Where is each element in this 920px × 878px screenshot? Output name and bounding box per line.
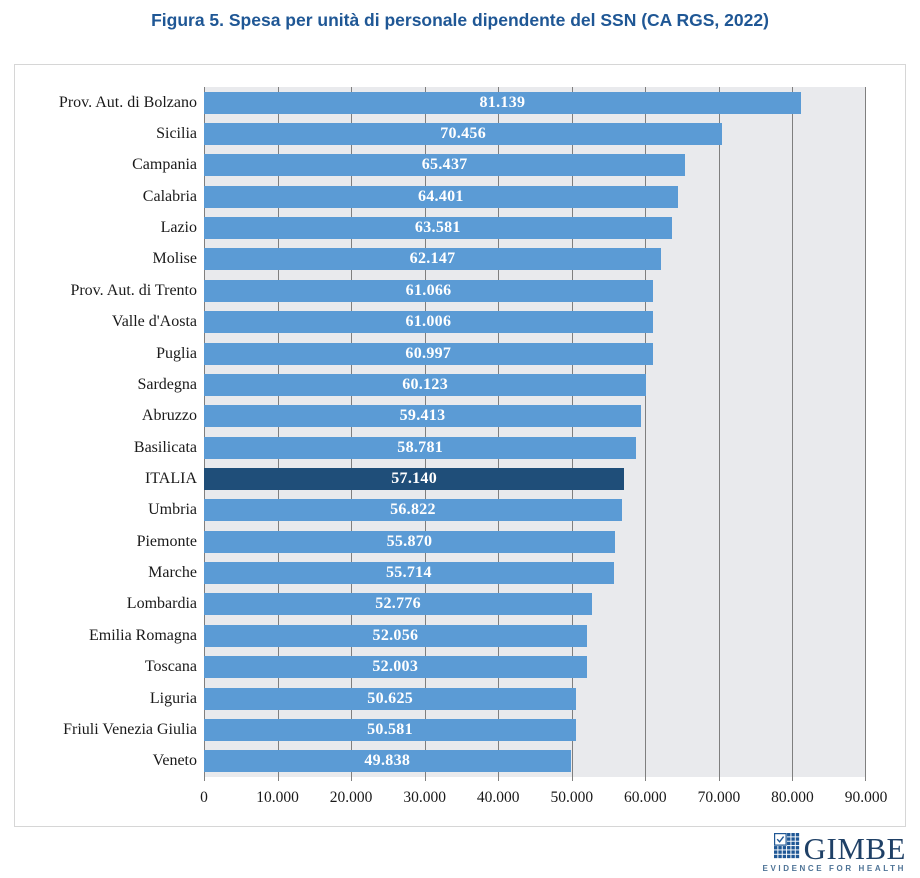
category-label-row [15,714,197,745]
category-label-row [15,620,197,651]
bar-row [204,683,866,714]
category-label-row [15,244,197,275]
category-label: Lombardia [126,595,197,613]
bar-value-label: 56.822 [390,501,436,519]
bar-row [204,87,866,118]
bar-value-label: 61.066 [405,281,452,299]
bar-row [204,244,866,275]
x-axis-tick-label: 40.000 [476,789,520,806]
category-label: Sardegna [137,375,197,393]
bar-row [204,369,866,400]
footer-logo [762,830,906,873]
gimbe-logo-word: GIMBE [803,830,906,866]
x-axis-tick-label: 80.000 [771,789,814,806]
bar [204,531,615,553]
bar-row [204,338,866,369]
axis-tickmark [645,777,646,781]
bar [204,343,653,365]
bar [204,374,646,396]
axis-tickmark [719,777,720,781]
axis-tickmark [572,777,573,781]
bar-value-label: 60.997 [405,344,452,362]
category-label: Puglia [156,344,197,362]
category-label-row [15,432,197,463]
category-label: Sicilia [156,125,197,143]
bar-row [204,746,866,777]
category-label-row [15,557,197,588]
bar [204,562,614,584]
bar-row [204,557,866,588]
category-label-row [15,495,197,526]
bar-value-label: 50.581 [367,720,413,738]
category-label: Liguria [149,689,197,707]
x-axis-tick-label: 50.000 [550,789,594,806]
category-label-row [15,338,197,369]
bar-series [204,87,866,777]
bar [204,154,685,176]
bar [204,750,571,772]
category-label-row [15,401,197,432]
category-label: Abruzzo [141,407,197,425]
bar [204,186,678,208]
bar-row [204,432,866,463]
bar-value-label: 65.437 [421,156,468,174]
category-label-row [15,683,197,714]
category-label-row [15,87,197,118]
bar-row [204,651,866,682]
bar-row [204,495,866,526]
category-label: Molise [152,250,197,268]
category-axis [15,87,204,777]
x-axis-tick-label: 60.000 [624,789,667,806]
axis-tickmark [865,777,866,781]
category-label: Toscana [144,658,197,676]
category-label: Prov. Aut. di Bolzano [58,93,197,111]
chart-area [14,64,906,827]
gimbe-logo [774,830,906,866]
bar-row [204,526,866,557]
bar [204,468,624,490]
category-label-row [15,181,197,212]
category-label-row [15,118,197,149]
bar-row [204,150,866,181]
bar [204,437,636,459]
x-axis-tick-label: 30.000 [403,789,446,806]
category-label: Lazio [160,219,197,237]
bar-value-label: 49.838 [364,752,411,770]
bar-row [204,181,866,212]
category-label: Marche [148,564,197,582]
category-label-row [15,463,197,494]
bar-value-label: 61.006 [405,313,452,331]
bar-value-label: 64.401 [417,187,464,205]
bar-row [204,212,866,243]
bar-value-label: 55.870 [386,532,433,550]
x-axis-tick-label: 20.000 [329,789,373,806]
gimbe-mosaic-check-icon [774,833,800,859]
axis-tickmark [792,777,793,781]
category-label-row [15,150,197,181]
category-label-row [15,212,197,243]
bar [204,217,672,239]
category-label: Friuli Venezia Giulia [63,720,197,738]
figure-title: Figura 5. Spesa per unità di personale dipendente del SSN (CA RGS, 2022) [151,10,769,30]
axis-tickmark [278,777,279,781]
category-label: Calabria [142,187,197,205]
bar [204,92,801,114]
x-axis-tick-label: 70.000 [697,789,741,806]
bar-row [204,118,866,149]
category-label-row [15,307,197,338]
bar-value-label: 50.625 [367,689,414,707]
bar [204,625,587,647]
bar-row [204,275,866,306]
bar [204,405,641,427]
bar-value-label: 63.581 [414,219,461,237]
category-label: Valle d'Aosta [111,313,197,331]
bar-value-label: 55.714 [385,564,432,582]
bar [204,311,653,333]
bar [204,248,661,270]
bar-row [204,714,866,745]
x-axis-tick-label: 90.000 [844,789,888,806]
value-axis [200,789,888,811]
bar-row [204,401,866,432]
bar [204,123,722,145]
bar-value-label: 52.776 [375,595,421,613]
axis-tickmark [498,777,499,781]
category-label-row [15,746,197,777]
bar-value-label: 60.123 [402,375,449,393]
bar-value-label: 52.003 [372,658,419,676]
category-label-row [15,589,197,620]
bar [204,280,653,302]
category-label-row [15,526,197,557]
category-label: Umbria [148,501,197,519]
bar-row [204,589,866,620]
category-label: Emilia Romagna [89,626,197,644]
axis-tickmark [204,777,205,781]
category-label: Basilicata [133,438,197,456]
x-axis-tick-label: 0 [200,789,208,806]
bar-value-label: 59.413 [399,407,446,425]
bar [204,688,576,710]
category-label: Prov. Aut. di Trento [70,281,197,299]
bar [204,593,592,615]
bar-value-label: 70.456 [440,125,487,143]
plot-area [204,87,866,777]
category-label-row [15,275,197,306]
bar-value-label: 58.781 [397,438,444,456]
bar-row [204,620,866,651]
bar-value-label: 57.140 [391,469,438,487]
bar [204,656,587,678]
category-label: Veneto [152,752,197,770]
bar [204,719,576,741]
category-label: Piemonte [136,532,197,550]
bar [204,499,622,521]
category-label-row [15,369,197,400]
category-label: Campania [132,156,197,174]
bar-value-label: 62.147 [409,250,456,268]
bar-row [204,463,866,494]
category-label-row [15,651,197,682]
bar-row [204,307,866,338]
category-label: ITALIA [144,469,197,487]
x-axis-tick-label: 10.000 [256,789,299,806]
bar-value-label: 52.056 [372,626,419,644]
bar-value-label: 81.139 [479,93,526,111]
gimbe-logo-tagline: EVIDENCE FOR HEALTH [762,864,906,873]
axis-tickmark [351,777,352,781]
axis-tickmark [425,777,426,781]
